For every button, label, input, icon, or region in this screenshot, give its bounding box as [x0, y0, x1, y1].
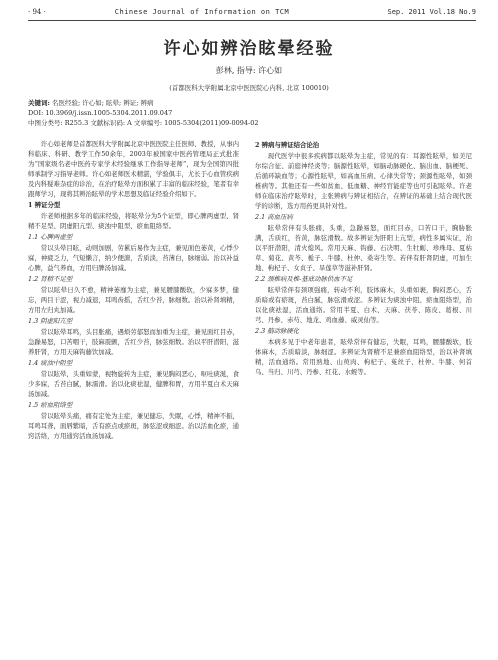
doi: DOI: 10.3969/j.issn.1005-5304.2011.09.047: [28, 109, 173, 117]
paragraph: 常以眩晕头痛，痛有定处为主症，兼见健忘，失眠，心悸，精神不振，耳鸣耳聋，面唇紫暗，舌有瘀点或瘀斑，脉弦涩或细涩。治以活血化瘀，通窍活络，方用通窍活血汤加减。: [28, 412, 239, 440]
paragraph: 常以眩晕，头重如蒙，视物旋转为主症，兼见胸闷恶心，呕吐痰涎，食少多寐，舌苔白腻，脉濡滑。治以化痰祛湿，健脾和胃，方用半夏白术天麻汤加减。: [28, 370, 239, 398]
section-heading: 2.1 高血压病: [255, 213, 293, 221]
running-header: [28, 6, 476, 18]
issue-info: Sep. 2011 Vol.18 No.9: [387, 8, 476, 16]
journal-name: Chinese Journal of Information on TCM: [114, 8, 290, 16]
keywords-label: 关键词:: [28, 99, 50, 107]
section-heading: 1.3 阴虚阳亢型: [28, 317, 73, 325]
authors: 彭林, 指导: 许心如: [215, 66, 283, 75]
page-number: · 94 ·: [28, 8, 46, 16]
paragraph: 许老师根据多年的临床经验，将眩晕分为5个证型，即心脾两虚型、肾精不足型、阴虚阳亢型、痰浊中阻型、瘀血阻络型。: [28, 212, 239, 230]
section-heading: 1 辨证分型: [28, 201, 61, 209]
paragraph: 许心如老师是首都医科大学附属北京中医医院主任医师、教授，从事内科临床、科研、教学工作50余年，2003年被国家中医药管理局正式批准为“国家级名老中医药专家学术经验继承工作指导老师”，现为全国第四批师承制学习指导老师。许心如老师医术精湛，学验俱丰，尤长于心血管疾病及内科疑难杂症的诊治，在治疗眩晕方面积累了丰富的临床经验，笔者有幸跟师学习，现将其辨治眩晕的学术思想及临证经验介绍如下。: [28, 140, 239, 198]
section-heading: 2.3 脑动脉硬化: [255, 327, 300, 335]
classification: 中图分类号: R255.3 文献标识码: A 文章编号: 1005-5304(2011)09-0094-02: [28, 119, 259, 127]
paragraph: 常以眩晕日久不愈，精神萎靡为主症，兼见腰膝酸软，少寐多梦，健忘，两目干涩，视力减退，耳鸣齿摇，舌红少苔，脉细数。治以补肾填精，方用左归丸加减。: [28, 286, 239, 314]
section-heading: 2.2 颈椎病及椎-基底动脉供血不足: [255, 275, 353, 283]
header-rule: [28, 20, 476, 21]
paragraph: 常以头晕目眩，动则加剧，劳累后易作为主症，兼见面色萎黄，心悸少寐，神疲乏力，气短懒言，纳少便溏，舌质淡，苔薄白，脉细弱。治以补益心脾，益气养血，方用归脾汤加减。: [28, 244, 239, 272]
section-heading: 1.5 瘀血阻络型: [28, 401, 73, 409]
keywords-line: [28, 99, 470, 108]
paragraph: 本病多见于中老年患者，眩晕常伴有健忘，失眠，耳鸣，腰膝酸软，肢体麻木，舌质暗淡，脉细涩。多辨证为肾精不足兼瘀血阻络型，治以补肾填精，活血通络。常用熟地、山萸肉、枸杞子、菟丝子、杜仲、牛膝、何首乌、当归、川芎、丹参、红花、水蛭等。: [255, 338, 472, 376]
right-column: [255, 139, 472, 646]
keywords: 名医经验; 许心如; 眩晕; 辨证; 辨病: [51, 99, 154, 107]
article-title: 许心如辨治眩晕经验: [163, 39, 335, 59]
affiliation: (首都医科大学附属北京中医医院心内科, 北京 100010): [169, 84, 329, 92]
paragraph: 现代医学中很多疾病都以眩晕为主症，常见的有：耳源性眩晕，如美尼尔综合征、前庭神经炎等；脑源性眩晕，如脑动脉硬化、脑出血、脑梗死、后循环缺血等；心源性眩晕，如高血压病、心律失常等；颈源性眩晕，如颈椎病等。其他还有一些如贫血、低血糖、神经官能症等也可引起眩晕。许老师在临床治疗眩晕时，主张辨病与辨证相结合，在辨证的基础上结合现代医学的诊断，选方用药更具针对性。: [255, 152, 472, 210]
left-column: [28, 139, 239, 646]
paragraph: 眩晕常伴有头胀痛，头重，急躁易怒，面红目赤，口苦口干，胸胁胀满，舌质红，苔黄，脉弦滑数。故多辨证为肝阳上亢型，病性多属实证，治以平肝潜阳，清火熄风。常用天麻、钩藤、石决明、生牡蛎、珍珠母、夏枯草、菊花、黄芩、栀子、牛膝、杜仲、桑寄生等。若伴有肝肾阴虚，可加生地、枸杞子、女贞子、旱莲草等滋补肝肾。: [255, 224, 472, 272]
paragraph: 常以眩晕耳鸣，头目胀痛，遇烦劳郁怒而加重为主症，兼见面红目赤，急躁易怒，口苦咽干，肢麻震颤，舌红少苔，脉弦细数。治以平肝潜阳，滋养肝肾，方用天麻钩藤饮加减。: [28, 328, 239, 356]
section-heading: 2 辨病与辨证结合论治: [255, 141, 320, 149]
paragraph: 眩晕常伴有颈项强痛，转动不利，肢体麻木，头重如裹，胸闷恶心，舌质暗或有瘀斑，苔白腻，脉弦滑或涩。多辨证为痰浊中阻、瘀血阻络型，治以化痰祛湿，活血通络。常用半夏、白术、天麻、茯苓、陈皮、葛根、川芎、丹参、赤芍、地龙、鸡血藤、威灵仙等。: [255, 286, 472, 324]
section-heading: 1.2 肾精不足型: [28, 275, 73, 283]
section-heading: 1.1 心脾两虚型: [28, 233, 73, 241]
section-heading: 1.4 痰浊中阻型: [28, 359, 73, 367]
